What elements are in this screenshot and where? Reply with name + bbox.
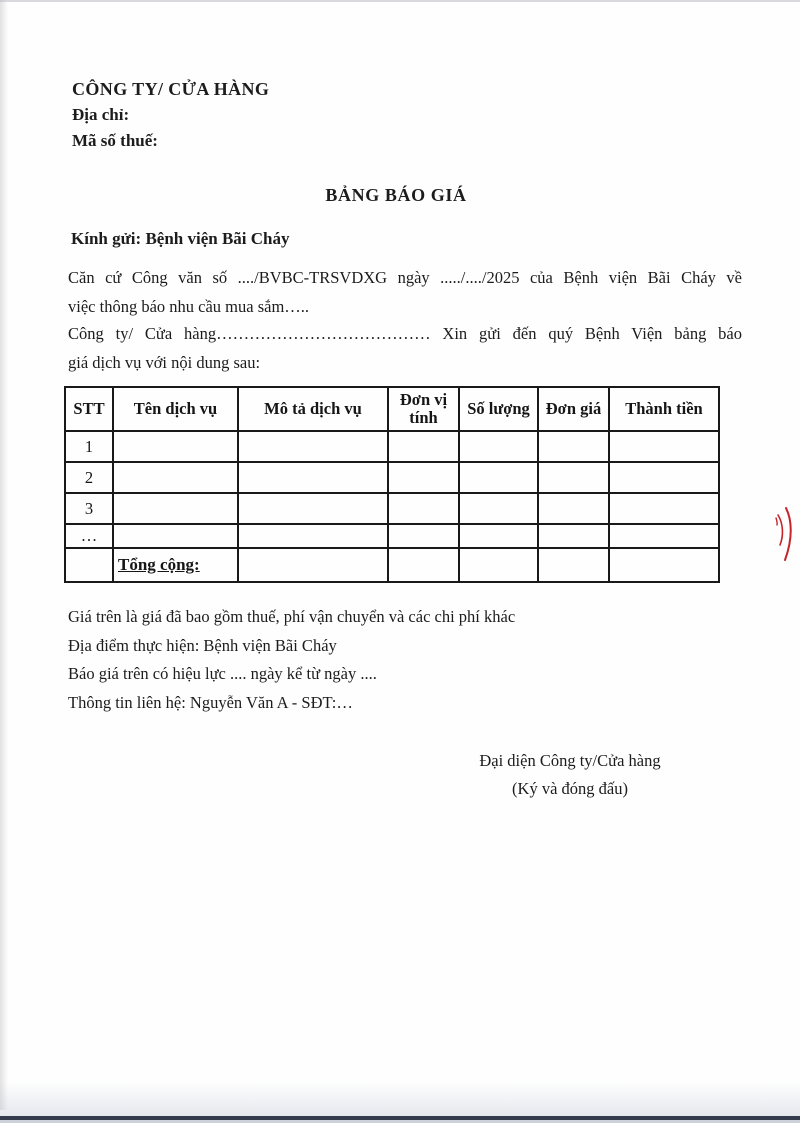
cell-stt: 3 bbox=[65, 493, 113, 524]
scan-bottom-shadow bbox=[0, 1082, 800, 1116]
cell-stt bbox=[65, 548, 113, 582]
quotation-table bbox=[64, 386, 720, 583]
cell-don-vi-tinh bbox=[388, 462, 459, 493]
cell-ten-dich-vu bbox=[113, 462, 238, 493]
cell-don-vi-tinh bbox=[388, 431, 459, 462]
cell-stt: … bbox=[65, 524, 113, 548]
company-name-label: CÔNG TY/ CỬA HÀNG bbox=[72, 79, 270, 99]
intro-line-4: giá dịch vụ với nội dung sau: bbox=[68, 353, 261, 372]
col-header-stt: STT bbox=[65, 387, 113, 431]
cell-ten-dich-vu bbox=[113, 431, 238, 462]
cell-stt: 1 bbox=[65, 431, 113, 462]
cell-don-vi-tinh bbox=[388, 548, 459, 582]
cell-mo-ta bbox=[238, 524, 388, 548]
footer-notes bbox=[68, 603, 748, 717]
table-header-row bbox=[65, 387, 719, 431]
cell-thanh-tien bbox=[609, 548, 719, 582]
col-header-so-luong: Số lượng bbox=[459, 387, 538, 431]
intro-line-2: việc thông báo nhu cầu mua sắm….. bbox=[68, 297, 310, 316]
cell-so-luong bbox=[459, 524, 538, 548]
table-row bbox=[65, 462, 719, 493]
company-header bbox=[72, 76, 269, 154]
table-row bbox=[65, 524, 719, 548]
cell-mo-ta bbox=[238, 431, 388, 462]
cell-mo-ta bbox=[238, 548, 388, 582]
intro-paragraph-2 bbox=[68, 319, 742, 377]
cell-thanh-tien bbox=[609, 524, 719, 548]
recipient-line: Kính gửi: Bệnh viện Bãi Cháy bbox=[71, 229, 290, 248]
note-line-3: Báo giá trên có hiệu lực .... ngày kể từ ngày .... bbox=[68, 664, 377, 684]
cell-don-vi-tinh bbox=[388, 524, 459, 548]
note-line-1: Giá trên là giá đã bao gồm thuế, phí vận chuyển và các chi phí khác bbox=[68, 607, 516, 626]
col-header-thanh-tien: Thành tiền bbox=[609, 387, 719, 431]
note-line-2: Địa điểm thực hiện: Bệnh viện Bãi Cháy bbox=[68, 635, 337, 655]
tax-code-label: Mã số thuế: bbox=[72, 131, 158, 150]
scan-top-edge bbox=[0, 0, 800, 2]
cell-mo-ta bbox=[238, 462, 388, 493]
cell-thanh-tien bbox=[609, 493, 719, 524]
table-row bbox=[65, 493, 719, 524]
cell-so-luong bbox=[459, 493, 538, 524]
signature-title: Đại diện Công ty/Cửa hàng bbox=[479, 751, 661, 770]
table-row bbox=[65, 431, 719, 462]
cell-so-luong bbox=[459, 462, 538, 493]
cell-don-gia bbox=[538, 431, 609, 462]
cell-so-luong bbox=[459, 431, 538, 462]
cell-don-gia bbox=[538, 462, 609, 493]
intro-paragraph-1 bbox=[68, 263, 742, 321]
signature-block bbox=[462, 747, 678, 803]
cell-so-luong bbox=[459, 548, 538, 582]
cell-ten-dich-vu bbox=[113, 524, 238, 548]
signature-instruction: (Ký và đóng đấu) bbox=[512, 779, 628, 798]
col-header-don-gia: Đơn giá bbox=[538, 387, 609, 431]
cell-stt: 2 bbox=[65, 462, 113, 493]
red-pen-mark bbox=[770, 502, 796, 566]
col-header-mo-ta-dich-vu: Mô tả dịch vụ bbox=[238, 387, 388, 431]
cell-mo-ta bbox=[238, 493, 388, 524]
total-label: Tổng cộng: bbox=[113, 548, 238, 582]
intro-line-3: Công ty/ Cửa hàng………………………………… Xin gửi đến quý Bệnh Viện bảng báo bbox=[68, 324, 742, 343]
col-header-ten-dich-vu: Tên dịch vụ bbox=[113, 387, 238, 431]
cell-don-vi-tinh bbox=[388, 493, 459, 524]
cell-don-gia bbox=[538, 493, 609, 524]
address-label: Địa chỉ: bbox=[72, 105, 130, 124]
cell-don-gia bbox=[538, 548, 609, 582]
scan-left-shadow bbox=[0, 0, 8, 1110]
cell-thanh-tien bbox=[609, 462, 719, 493]
document-title: BẢNG BÁO GIÁ bbox=[325, 185, 467, 205]
cell-thanh-tien bbox=[609, 431, 719, 462]
table-total-row bbox=[65, 548, 719, 582]
cell-ten-dich-vu bbox=[113, 493, 238, 524]
note-line-4: Thông tin liên hệ: Nguyễn Văn A - SĐT:… bbox=[68, 692, 353, 712]
intro-line-1: Căn cứ Công văn số ..../BVBC-TRSVDXG ngày ...../..../2025 của Bệnh viện Bãi Cháy về bbox=[68, 268, 742, 287]
col-header-don-vi-tinh: Đơn vị tính bbox=[388, 387, 459, 431]
cell-don-gia bbox=[538, 524, 609, 548]
